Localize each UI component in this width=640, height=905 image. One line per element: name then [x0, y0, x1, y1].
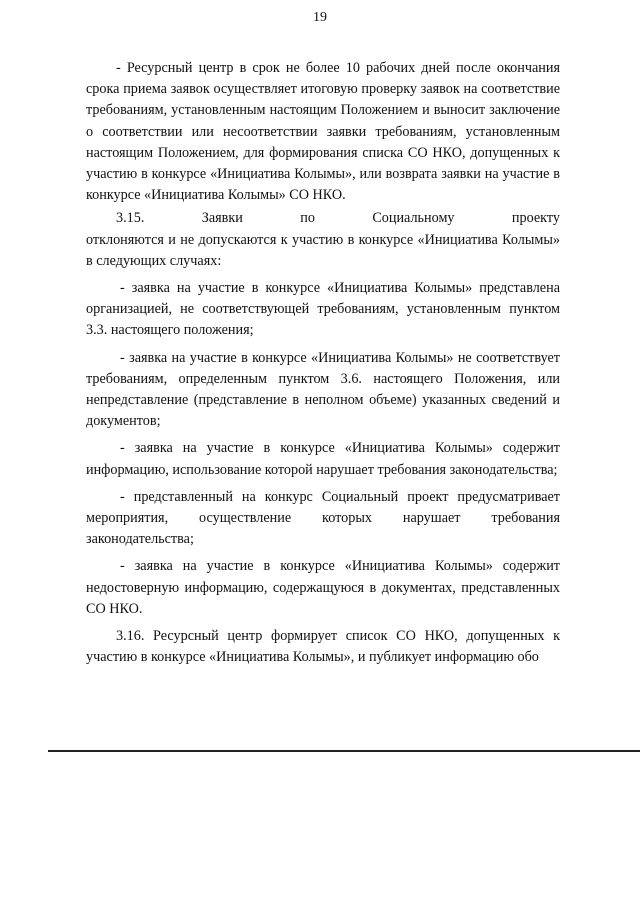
word: проекту	[511, 210, 560, 227]
rejection-case-3: - заявка на участие в конкурсе «Инициатива Колымы» содержит информацию, использование которой нарушает требования законодательства;	[86, 440, 560, 478]
word: Социальному	[372, 210, 455, 227]
clause-3-15-rest: отклоняются и не допускаются к участию в конкурсе «Инициатива Колымы» в следующих случаях:	[86, 231, 560, 269]
paragraph-resource-center-check: - Ресурсный центр в срок не более 10 рабочих дней после окончания срока приема заявок осуществляет итоговую проверку заявок на соответствие требованиям, установленным настоящим Положением и выносит заключение о соответствии или несоответствии заявки требованиям, установленным настоящим Положением, для формирования списка СО НКО, допущенных к участию в конкурсе «Инициатива Колымы», или возврата заявки на участие в конкурсе «Инициатива Колымы» СО НКО.	[86, 60, 560, 204]
rejection-case-5: - заявка на участие в конкурсе «Инициатива Колымы» содержит недостоверную информацию, содержащуюся в документах, представленных СО НКО.	[86, 558, 560, 617]
clause-number: 3.15.	[116, 210, 145, 227]
document-body	[86, 58, 560, 670]
rejection-case-1: - заявка на участие в конкурсе «Инициатива Колымы» представлена организацией, не соответствующей требованиям, установленным пунктом 3.3. настоящего положения;	[86, 280, 560, 339]
word: по	[300, 210, 315, 227]
page-number: 19	[313, 10, 327, 25]
word: Заявки	[201, 210, 243, 227]
clause-3-16: 3.16. Ресурсный центр формирует список СО НКО, допущенных к участию в конкурсе «Инициатива Колымы», и публикует информацию обо	[86, 628, 560, 666]
rejection-case-4: - представленный на конкурс Социальный проект предусматривает мероприятия, осуществление которых нарушает требования законодательства;	[86, 488, 560, 548]
clause-3-15-first-line	[86, 208, 560, 229]
rejection-case-2: - заявка на участие в конкурсе «Инициатива Колымы» не соответствует требованиям, определенным пунктом 3.6. настоящего Положения, или непредставление (представление в неполном объеме) указанных сведений и документов;	[86, 349, 560, 430]
page-bottom-rule	[48, 750, 640, 752]
